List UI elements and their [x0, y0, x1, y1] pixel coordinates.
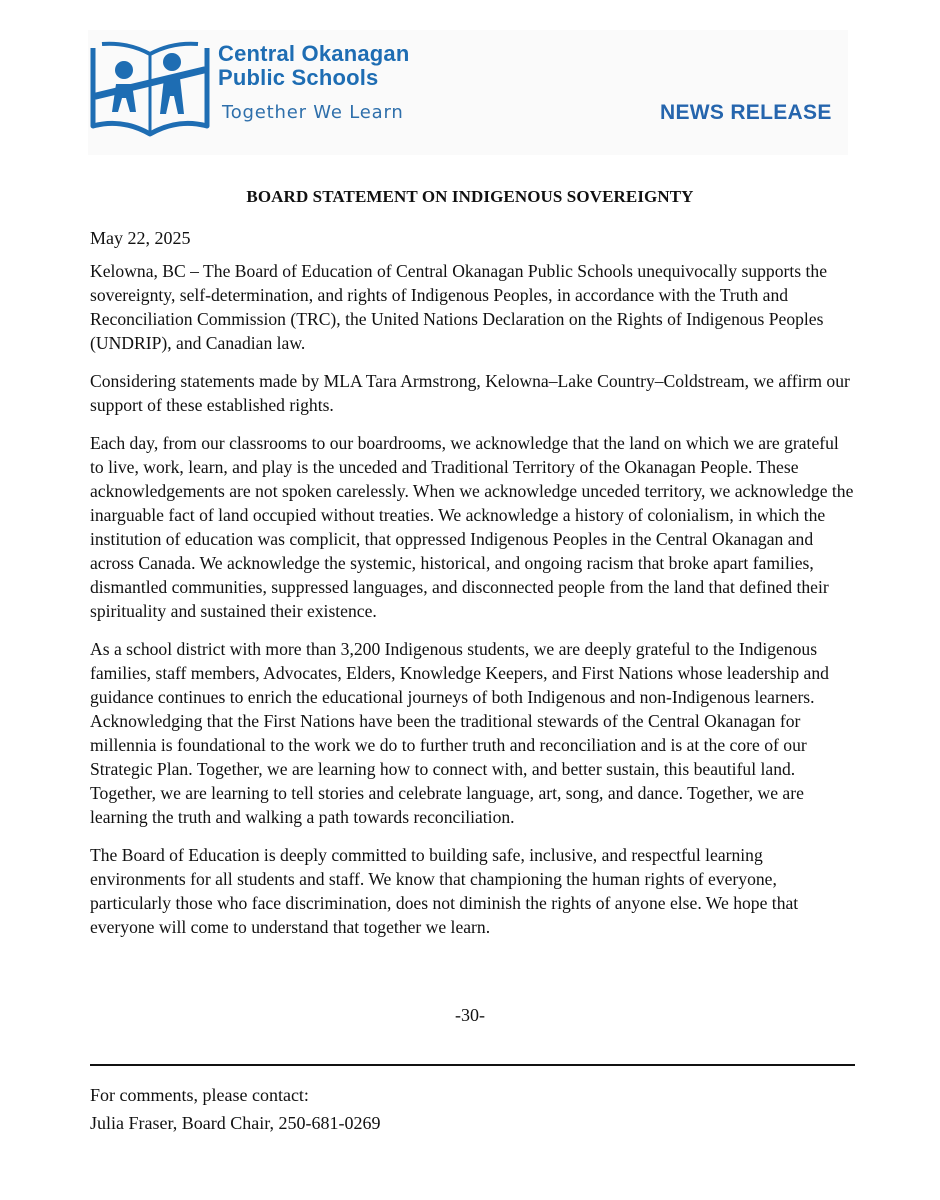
end-mark: -30- [455, 1005, 485, 1025]
paragraph: Considering statements made by MLA Tara Armstrong, Kelowna–Lake Country–Coldstream, we affirm our support of these established rights. [90, 371, 850, 415]
release-date: May 22, 2025 [90, 228, 191, 248]
contact-block [90, 1081, 381, 1137]
organization-name [218, 42, 438, 90]
book-people-icon [88, 40, 212, 138]
organization-name-line2: Public Schools [218, 65, 379, 90]
divider [90, 1064, 855, 1066]
release-type-label: NEWS RELEASE [660, 101, 832, 124]
paragraph: As a school district with more than 3,200 Indigenous students, we are deeply grateful to the Indigenous families, staff members, Advocates, Elders, Knowledge Keepers, and First Nations whose leadership and guidance continues to enrich the educational journeys of both Indigenous and non-Indigenous learners. Acknowledging that the First Nations have been the traditional stewards of the Central Okanagan for millennia is foundational to the work we do to further truth and reconciliation and is at the core of our Strategic Plan. Together, we are learning how to connect with, and better sustain, this beautiful land. Together, we are learning to tell stories and celebrate language, art, song, and dance. Together, we are learning the truth and walking a path towards reconciliation. [90, 639, 829, 827]
contact-intro: For comments, please contact: [90, 1085, 309, 1105]
organization-tagline: Together We Learn [222, 102, 404, 123]
paragraph: Each day, from our classrooms to our boardrooms, we acknowledge that the land on which we are grateful to live, work, learn, and play is the unceded and Traditional Territory of the Okanagan People. These acknowledgements are not spoken carelessly. When we acknowledge unceded territory, we acknowledge the inarguable fact of land occupied without treaties. We acknowledge a history of colonialism, in which the institution of education was complicit, that oppressed Indigenous Peoples in the Central Okanagan and across Canada. We acknowledge the systemic, historical, and ongoing racism that broke apart families, dismantled communities, suppressed languages, and disconnected people from the land that defined their spirituality and sustained their existence. [90, 433, 854, 621]
paragraph: The Board of Education is deeply committed to building safe, inclusive, and respectful learning environments for all students and staff. We know that championing the human rights of everyone, particularly those who face discrimination, does not diminish the rights of anyone else. We hope that everyone will come to understand that together we learn. [90, 845, 799, 937]
organization-name-line1: Central Okanagan [218, 41, 410, 66]
district-logo [88, 40, 418, 140]
paragraph: Kelowna, BC – The Board of Education of Central Okanagan Public Schools unequivocally supports the sovereignty, self-determination, and rights of Indigenous Peoples, in accordance with the Truth and Reconciliation Commission (TRC), the United Nations Declaration on the Rights of Indigenous Peoples (UNDRIP), and Canadian law. [90, 261, 828, 353]
statement-body [90, 259, 855, 953]
document-title: BOARD STATEMENT ON INDIGENOUS SOVEREIGNTY [246, 187, 694, 206]
contact-person: Julia Fraser, Board Chair, 250-681-0269 [90, 1113, 381, 1133]
